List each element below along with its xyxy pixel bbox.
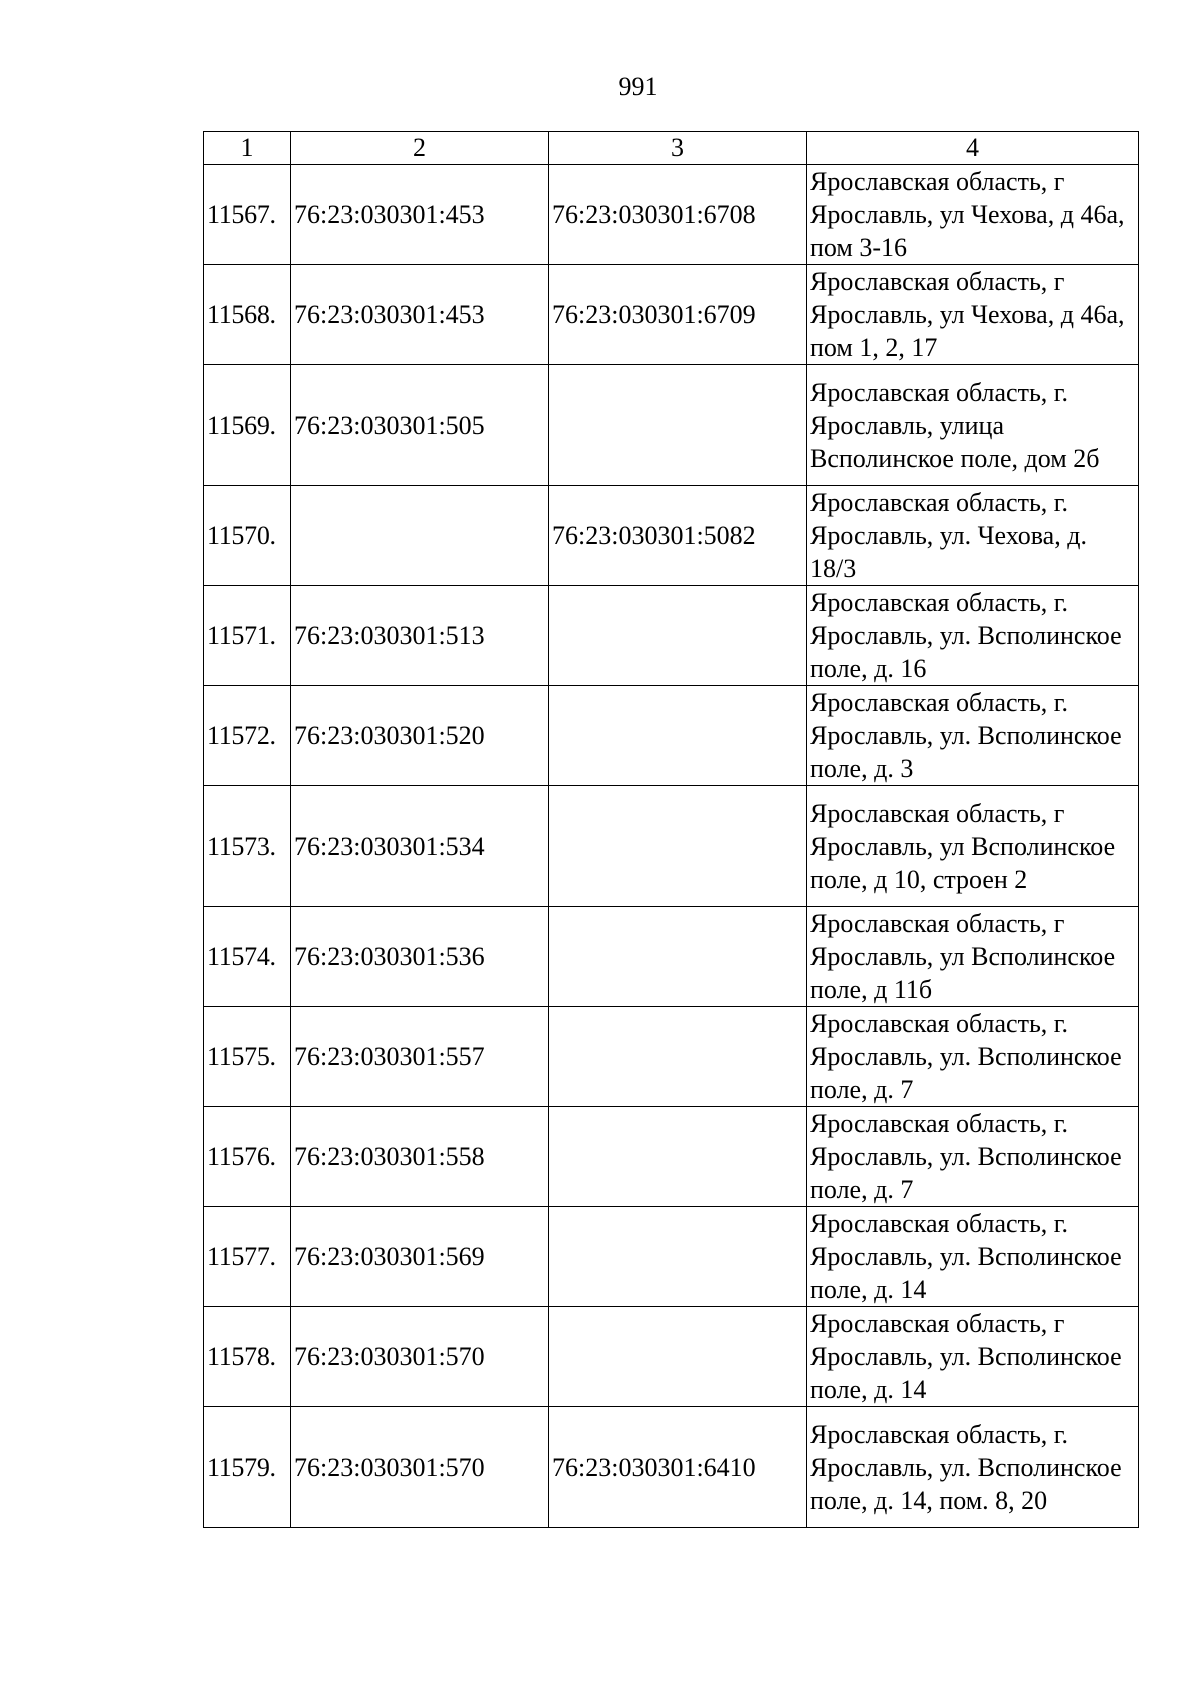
cadastral-number-premises [549, 1007, 807, 1107]
cadastral-number-premises [549, 686, 807, 786]
cadastral-number-premises [549, 1307, 807, 1407]
address: Ярославская область, г. Ярославль, ул. Всполинское поле, д. 16 [807, 586, 1139, 686]
cadastral-number-building [291, 486, 549, 586]
cadastral-number-premises: 76:23:030301:6709 [549, 265, 807, 365]
cadastral-number-building: 76:23:030301:453 [291, 165, 549, 265]
row-number: 11567. [204, 165, 291, 265]
cadastral-number-building: 76:23:030301:569 [291, 1207, 549, 1307]
cadastral-number-building: 76:23:030301:536 [291, 907, 549, 1007]
address: Ярославская область, г Ярославль, ул Всполинское поле, д 11б [807, 907, 1139, 1007]
row-number: 11571. [204, 586, 291, 686]
row-number: 11569. [204, 365, 291, 486]
row-number: 11570. [204, 486, 291, 586]
address: Ярославская область, г. Ярославль, ул. Всполинское поле, д. 14, пом. 8, 20 [807, 1407, 1139, 1528]
header-row [204, 132, 1139, 165]
row-number: 11572. [204, 686, 291, 786]
table-row [204, 786, 1139, 907]
table-row [204, 907, 1139, 1007]
table-row [204, 1207, 1139, 1307]
cadastral-number-building: 76:23:030301:453 [291, 265, 549, 365]
page-number: 991 [618, 72, 658, 101]
cadastral-number-building: 76:23:030301:513 [291, 586, 549, 686]
cadastral-number-building: 76:23:030301:558 [291, 1107, 549, 1207]
cadastral-number-premises [549, 365, 807, 486]
cadastral-number-premises [549, 907, 807, 1007]
address: Ярославская область, г. Ярославль, ул. Чехова, д. 18/3 [807, 486, 1139, 586]
row-number: 11578. [204, 1307, 291, 1407]
table-row [204, 265, 1139, 365]
address: Ярославская область, г. Ярославль, ул. Всполинское поле, д. 7 [807, 1107, 1139, 1207]
cadastral-number-building: 76:23:030301:520 [291, 686, 549, 786]
cadastral-number-premises [549, 786, 807, 907]
address: Ярославская область, г Ярославль, ул Всполинское поле, д 10, строен 2 [807, 786, 1139, 907]
address: Ярославская область, г Ярославль, ул Чехова, д 46а, пом 1, 2, 17 [807, 265, 1139, 365]
address: Ярославская область, г. Ярославль, ул. Всполинское поле, д. 3 [807, 686, 1139, 786]
cadastral-number-building: 76:23:030301:557 [291, 1007, 549, 1107]
address: Ярославская область, г. Ярославль, ул. Всполинское поле, д. 14 [807, 1207, 1139, 1307]
table-row [204, 1407, 1139, 1528]
column-header-2: 2 [291, 132, 549, 165]
row-number: 11568. [204, 265, 291, 365]
address: Ярославская область, г Ярославль, ул Чехова, д 46а, пом 3-16 [807, 165, 1139, 265]
table-row [204, 686, 1139, 786]
table-row [204, 486, 1139, 586]
cadastral-number-building: 76:23:030301:505 [291, 365, 549, 486]
row-number: 11577. [204, 1207, 291, 1307]
row-number: 11574. [204, 907, 291, 1007]
registry-table [203, 131, 1139, 1528]
cadastral-number-premises: 76:23:030301:6410 [549, 1407, 807, 1528]
column-header-3: 3 [549, 132, 807, 165]
column-header-1: 1 [204, 132, 291, 165]
row-number: 11579. [204, 1407, 291, 1528]
row-number: 11576. [204, 1107, 291, 1207]
cadastral-number-building: 76:23:030301:570 [291, 1407, 549, 1528]
cadastral-number-premises: 76:23:030301:5082 [549, 486, 807, 586]
row-number: 11573. [204, 786, 291, 907]
row-number: 11575. [204, 1007, 291, 1107]
address: Ярославская область, г. Ярославль, улица Всполинское поле, дом 2б [807, 365, 1139, 486]
address: Ярославская область, г. Ярославль, ул. Всполинское поле, д. 7 [807, 1007, 1139, 1107]
cadastral-number-premises: 76:23:030301:6708 [549, 165, 807, 265]
table-row [204, 1007, 1139, 1107]
cadastral-number-premises [549, 586, 807, 686]
cadastral-number-premises [549, 1107, 807, 1207]
table-row [204, 586, 1139, 686]
table-row [204, 165, 1139, 265]
address: Ярославская область, г Ярославль, ул. Всполинское поле, д. 14 [807, 1307, 1139, 1407]
column-header-4: 4 [807, 132, 1139, 165]
cadastral-number-premises [549, 1207, 807, 1307]
cadastral-number-building: 76:23:030301:534 [291, 786, 549, 907]
table-row [204, 365, 1139, 486]
table-row [204, 1107, 1139, 1207]
table-row [204, 1307, 1139, 1407]
cadastral-number-building: 76:23:030301:570 [291, 1307, 549, 1407]
